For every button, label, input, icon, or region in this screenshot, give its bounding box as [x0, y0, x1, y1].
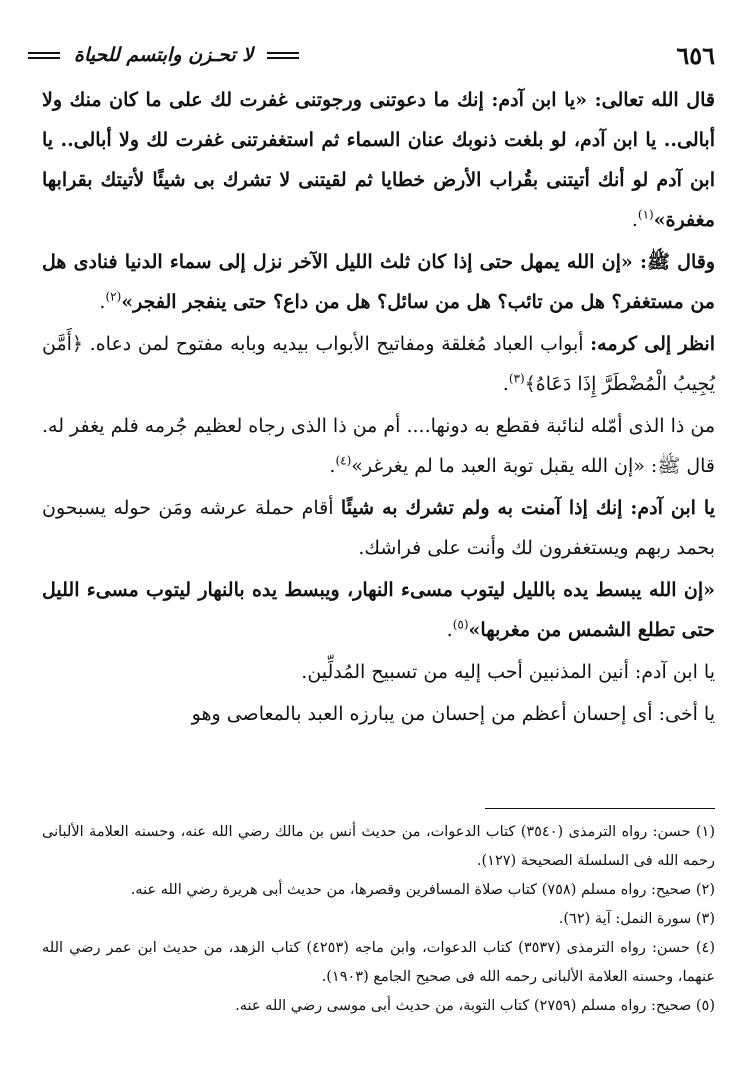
footnotes: [42, 818, 715, 1021]
running-title: لا تحـزن وابتسم للحياة: [74, 44, 254, 66]
footnote-ref: (٣): [508, 371, 525, 386]
footnote: (٤) حسن: رواه الترمذى (٣٥٣٧) كتاب الدعوات، وابن ماجه (٤٢٥٣) كتاب الزهد، من حديث ابن عمر رضي الله عنهما، وحسنه العلامة الألبانى رحمه الله فى صحيح الجامع (١٩٠٣).: [42, 940, 715, 985]
paragraph-text: أقام حملة عرشه ومَن حوله يسبحون بحمد ربهم ويستغفرون لك وأنت على فراشك.: [42, 497, 715, 559]
paragraph: [42, 406, 715, 486]
paragraph-end: .: [329, 455, 336, 477]
paragraph: [42, 324, 715, 404]
header-rule-left: [28, 52, 60, 59]
page-number: ٦٥٦: [676, 40, 715, 70]
paragraph-text: يا أخى: أى إحسان أعظم من إحسان من يبارزه العبد بالمعاصى وهو: [191, 703, 715, 725]
paragraph-text: يا ابن آدم: أنين المذنبين أحب إليه من تسبيح المُدلِّين.: [301, 661, 715, 683]
paragraph-end: .: [502, 373, 509, 395]
main-text: [42, 80, 715, 736]
paragraph-bold: وقال ﷺ: «إن الله يمهل حتى إذا كان ثلث الليل الآخر نزل إلى سماء الدنيا فنادى هل من مستغفر؟ هل من تائب؟ هل من سائل؟ هل من داع؟ حتى ينفجر الفجر»: [42, 251, 715, 313]
paragraph-end: .: [99, 291, 106, 313]
header-rule-right: [267, 52, 299, 59]
footnote: (١) حسن: رواه الترمذى (٣٥٤٠) كتاب الدعوات، من حديث أنس بن مالك رضي الله عنه، وحسنه العلامة الألبانى رحمه الله فى السلسلة الصحيحة (١٢٧).: [42, 824, 715, 869]
footnote: (٢) صحيح: رواه مسلم (٧٥٨) كتاب صلاة المسافرين وقصرها، من حديث أبى هريرة رضي الله عنه.: [130, 882, 715, 898]
paragraph-end: .: [446, 619, 453, 641]
paragraph-bold: قال الله تعالى: «يا ابن آدم: إنك ما دعوتنى ورجوتنى غفرت لك على ما كان منك ولا أبالى.. يا ابن آدم، لو بلغت ذنوبك عنان السماء ثم استغفرتنى غفرت لك ولا أبالى.. يا ابن آدم لو أنك أتيتنى بقُراب الأرض خطايا ثم لقيتنى لا تشرك بى شيئًا لأتيتك بقرابها مغفرة»: [42, 89, 715, 231]
footnote-ref: (١): [637, 207, 654, 222]
footnote-separator: [485, 808, 715, 809]
footnote-ref: (٤): [335, 453, 352, 468]
paragraph: [42, 694, 715, 734]
paragraph-bold: يا ابن آدم: إنك إذا آمنت به ولم تشرك به شيئًا: [340, 497, 715, 519]
paragraph: [42, 488, 715, 568]
paragraph: [42, 80, 715, 240]
paragraph-bold: انظر إلى كرمه:: [590, 333, 715, 355]
paragraph: [42, 652, 715, 692]
paragraph-end: .: [631, 209, 638, 231]
paragraph: [42, 570, 715, 650]
footnote-ref: (٢): [105, 289, 122, 304]
footnote: (٣) سورة النمل: آية (٦٢).: [558, 911, 715, 927]
header-title-group: [28, 44, 299, 66]
footnote-ref: (٥): [452, 617, 469, 632]
paragraph-bold: «إن الله يبسط يده بالليل ليتوب مسىء النهار، ويبسط يده بالنهار ليتوب مسىء الليل حتى تطلع الشمس من مغربها»: [42, 579, 715, 641]
paragraph-text: أبواب العباد مُغلقة ومفاتيح الأبواب بيديه وبابه مفتوح لمن دعاه. ﴿أَمَّن يُجِيبُ الْمُضْطَرَّ إِذَا دَعَاهُ﴾: [42, 333, 715, 395]
paragraph-text: من ذا الذى أمّله لنائبة فقطع به دونها.... أم من ذا الذى رجاه لعظيم جُرمه فلم يغفر له. قال ﷺ: «إن الله يقبل توبة العبد ما لم يغرغر»: [41, 415, 715, 477]
paragraph: [42, 242, 715, 322]
page-header: [28, 40, 715, 70]
footnote: (٥) صحيح: رواه مسلم (٢٧٥٩) كتاب التوبة، من حديث أبى موسى رضي الله عنه.: [235, 998, 715, 1014]
